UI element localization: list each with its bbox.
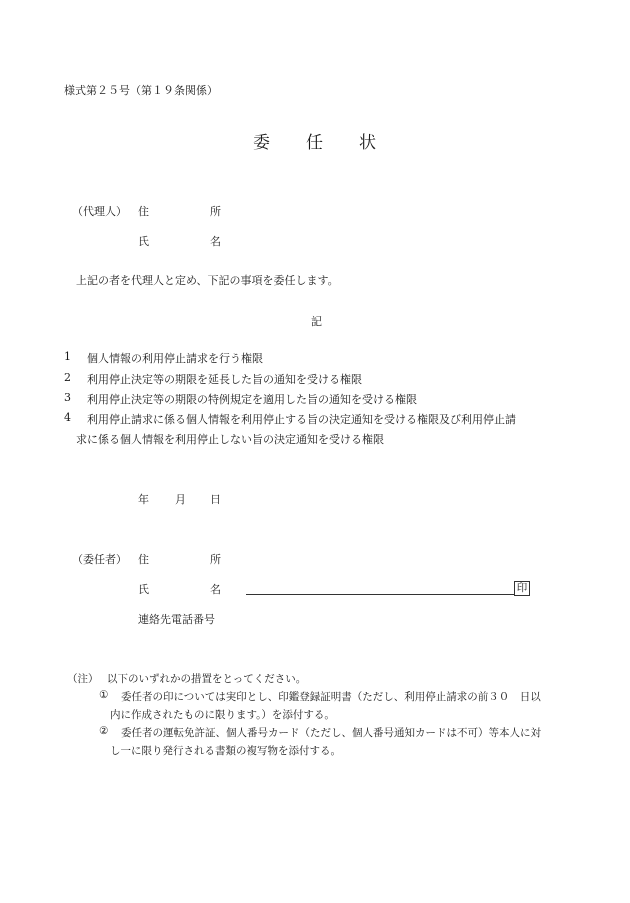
note-2-line-1: 委任者の運転免許証、個人番号カード（ただし、個人番号通知カードは不可）等本人に対	[121, 727, 541, 739]
list-item: 利用停止請求に係る個人情報を利用停止する旨の決定通知を受ける権限及び利用停止請	[87, 413, 516, 426]
note-1-line-1: 委任者の印については実印とし、印鑑登録証明書（ただし、利用停止請求の前３０ 日以	[121, 691, 541, 703]
date-month-label: 月	[175, 493, 186, 506]
agent-heading: （代理人）	[72, 205, 127, 218]
date-day-label: 日	[210, 493, 221, 506]
note-2-line-2: し一に限り発行される書類の複写物を添付する。	[110, 745, 341, 757]
list-item-number: 3	[64, 391, 71, 404]
intro-sentence: 上記の者を代理人と定め、下記の事項を委任します。	[76, 274, 339, 287]
list-item-number: 4	[64, 411, 71, 424]
principal-name-label-2: 名	[210, 583, 221, 596]
date-year-label: 年	[138, 493, 149, 506]
list-item-number: 1	[64, 350, 71, 363]
title-char-3: 状	[359, 133, 376, 153]
list-item: 個人情報の利用停止請求を行う権限	[87, 352, 263, 365]
list-item: 利用停止決定等の期限を延長した旨の通知を受ける権限	[87, 373, 362, 386]
notes-lead: 以下のいずれかの措置をとってください。	[107, 673, 307, 685]
name-signature-line[interactable]	[246, 594, 514, 595]
list-item-number: 2	[64, 371, 71, 384]
title-char-1: 委	[253, 133, 270, 153]
ki-heading: 記	[311, 315, 322, 328]
title-char-2: 任	[306, 133, 323, 153]
principal-address-label-1: 住	[138, 553, 149, 566]
list-item: 利用停止決定等の期限の特例規定を適用した旨の通知を受ける権限	[87, 393, 417, 406]
agent-name-label-2: 名	[210, 235, 221, 248]
seal-mark: 印	[514, 581, 530, 596]
notes-label: （注）	[67, 673, 99, 685]
note-1-mark: ①	[99, 689, 109, 701]
principal-name-label-1: 氏	[138, 583, 149, 596]
agent-address-label-1: 住	[138, 205, 149, 218]
form-number: 様式第２５号（第１９条関係）	[64, 84, 218, 97]
phone-label: 連絡先電話番号	[138, 613, 215, 626]
agent-name-label-1: 氏	[138, 235, 149, 248]
principal-address-label-2: 所	[210, 553, 221, 566]
note-1-line-2: 内に作成されたものに限ります。）を添付する。	[110, 709, 335, 721]
note-2-mark: ②	[99, 725, 109, 737]
list-item-continuation: 求に係る個人情報を利用停止しない旨の決定通知を受ける権限	[76, 433, 384, 446]
principal-heading: （委任者）	[72, 553, 127, 566]
agent-address-label-2: 所	[210, 205, 221, 218]
